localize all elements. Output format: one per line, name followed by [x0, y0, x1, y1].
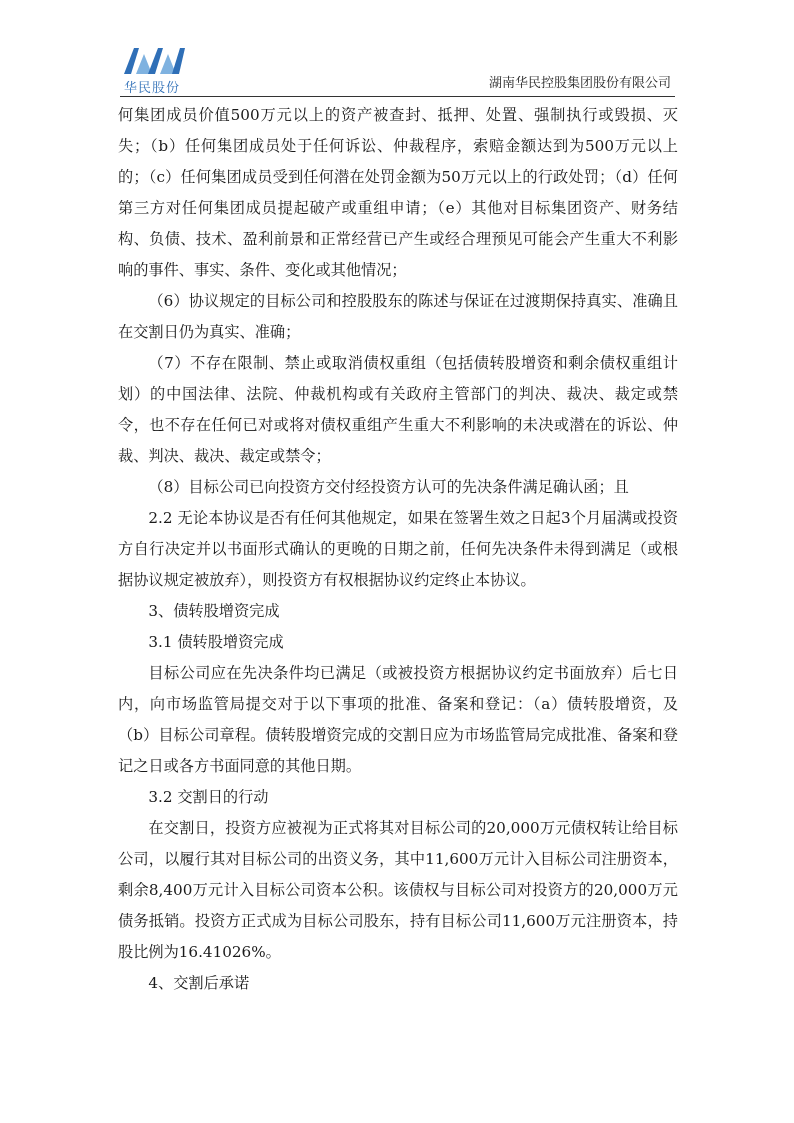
paragraph: 目标公司应在先决条件均已满足（或被投资方根据协议约定书面放弃）后七日内，向市场监管局提交对于以下事项的批准、备案和登记：（a）债转股增资，及（b）目标公司章程。债转股增资完成的交割日应为市场监管局完成批准、备案和登记之日或各方书面同意的其他日期。 [118, 664, 678, 775]
paragraph: （7）不存在限制、禁止或取消债权重组（包括债转股增资和剩余债权重组计划）的中国法律、法院、仲裁机构或有关政府主管部门的判决、裁决、裁定或禁令，也不存在任何已对或将对债权重组产生重大不利影响的未决或潜在的诉讼、仲裁、判决、裁决、裁定或禁令； [118, 354, 678, 465]
paragraph: 4、交割后承诺 [148, 974, 250, 992]
paragraph: 何集团成员价值500万元以上的资产被查封、抵押、处置、强制执行或毁损、灭失；（b）任何集团成员处于任何诉讼、仲裁程序，索赔金额达到为500万元以上的；（c）任何集团成员受到任何潜在处罚金额为50万元以上的行政处罚；（d）任何第三方对任何集团成员提起破产或重组申请；（e）其他对目标集团资产、财务结构、负债、技术、盈利前景和正常经营已产生或经合理预见可能会产生重大不利影响的事件、事实、条件、变化或其他情况； [118, 106, 678, 279]
paragraph: 3、债转股增资完成 [148, 602, 280, 620]
paragraph: （8）目标公司已向投资方交付经投资方认可的先决条件满足确认函；且 [148, 478, 629, 496]
company-name: 湖南华民控股集团股份有限公司 [488, 76, 671, 91]
document-body [118, 100, 678, 999]
paragraph: 3.2 交割日的行动 [148, 788, 269, 806]
company-logo [122, 46, 186, 94]
page-header [120, 40, 675, 97]
paragraph: 3.1 债转股增资完成 [148, 633, 284, 651]
paragraph: （6）协议规定的目标公司和控股股东的陈述与保证在过渡期保持真实、准确且在交割日仍为真实、准确； [118, 292, 678, 341]
logo-text: 华民股份 [124, 81, 181, 96]
logo-mark-icon [122, 46, 186, 76]
paragraph: 2.2 无论本协议是否有任何其他规定，如果在签署生效之日起3个月届满或投资方自行决定并以书面形式确认的更晚的日期之前，任何先决条件未得到满足（或根据协议规定被放弃），则投资方有权根据协议约定终止本协议。 [118, 509, 678, 589]
paragraph: 在交割日，投资方应被视为正式将其对目标公司的20,000万元债权转让给目标公司，以履行其对目标公司的出资义务，其中11,600万元计入目标公司注册资本，剩余8,400万元计入目标公司资本公积。该债权与目标公司对投资方的20,000万元债务抵销。投资方正式成为目标公司股东，持有目标公司11,600万元注册资本，持股比例为16.41026%。 [118, 819, 678, 961]
